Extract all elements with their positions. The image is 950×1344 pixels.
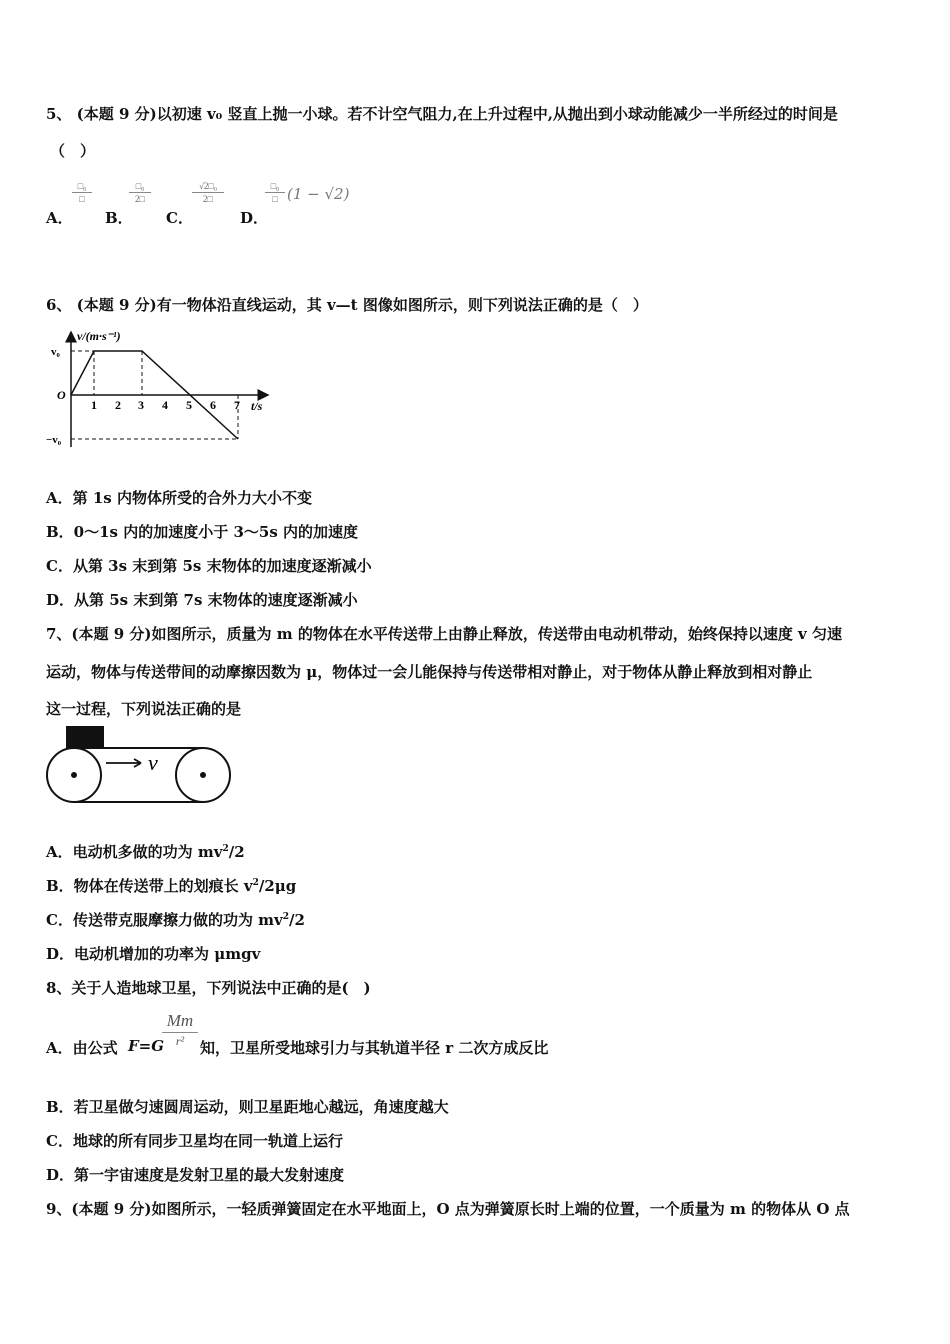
q7-option-a bbox=[46, 841, 245, 862]
q8-option-b: B．若卫星做匀速圆周运动，则卫星距地心越远，角速度越大 bbox=[46, 1098, 449, 1116]
q5-option-b-label: B． bbox=[105, 209, 133, 227]
q7-option-c-text: C．传送带克服摩擦力做的功为 mv bbox=[46, 911, 283, 929]
q8-option-d: D．第一宇宙速度是发射卫星的最大发射速度 bbox=[46, 1166, 345, 1184]
q7-option-b-tail: /2μg bbox=[258, 877, 297, 895]
q7-velocity-label: v bbox=[148, 750, 158, 775]
q5-b-denominator: 2□ bbox=[135, 194, 145, 204]
q6-v0-label: v₀ bbox=[51, 346, 60, 358]
q6-tick-7: 7 bbox=[234, 398, 240, 412]
q6-option-d: D．从第 5s 末到第 7s 末物体的速度逐渐减小 bbox=[46, 591, 358, 609]
q6-tick-4: 4 bbox=[162, 398, 168, 412]
q6-y-label: v/(m·s⁻¹) bbox=[77, 329, 121, 343]
q7-option-b-sup: 2 bbox=[252, 878, 259, 888]
q6-tick-2: 2 bbox=[115, 398, 121, 412]
q7-option-c-tail: /2 bbox=[289, 911, 305, 929]
q6-tick-3: 3 bbox=[138, 398, 144, 412]
q5-option-d-tail: (1 − √2) bbox=[287, 185, 350, 203]
q5-b-numerator: □₀ bbox=[135, 181, 145, 191]
q7-option-b bbox=[46, 875, 296, 896]
q5-a-numerator: □₀ bbox=[77, 181, 87, 191]
q6-tick-1: 1 bbox=[91, 398, 97, 412]
q5-option-a-label: A． bbox=[46, 209, 73, 227]
q7-option-b-text: B．物体在传送带上的划痕长 v bbox=[46, 877, 253, 895]
q5-paren: （ ） bbox=[50, 142, 96, 160]
q5-option-c-label: C． bbox=[166, 209, 193, 227]
q7-option-a-text: A．电动机多做的功为 mv bbox=[46, 843, 223, 861]
q7-stem-line-2: 运动，物体与传送带间的动摩擦因数为 μ，物体过一会儿能保持与传送带相对静止，对于物体从静止释放到相对静止 bbox=[46, 663, 813, 681]
q7-option-a-sup: 2 bbox=[222, 844, 229, 854]
q7-option-c bbox=[46, 909, 305, 930]
q5-option-d-fraction bbox=[265, 181, 285, 204]
q5-stem: 5、 (本题 9 分)以初速 v₀ 竖直上抛一小球。若不计空气阻力,在上升过程中,从抛出到小球动能减少一半所经过的时间是 bbox=[46, 105, 838, 123]
q5-c-numerator: √2□₀ bbox=[198, 181, 217, 191]
q6-vt-graph bbox=[46, 322, 286, 454]
q7-option-d: D．电动机增加的功率为 μmgv bbox=[46, 945, 261, 963]
q6-stem: 6、 (本题 9 分)有一物体沿直线运动，其 v—t 图像如图所示，则下列说法正确的是（ ） bbox=[46, 296, 648, 314]
q7-stem-line-3: 这一过程，下列说法正确的是 bbox=[46, 700, 242, 718]
q6-origin-label: O bbox=[57, 388, 66, 402]
q6-option-a: A．第 1s 内物体所受的合外力大小不变 bbox=[46, 489, 312, 507]
q7-conveyor-figure bbox=[44, 726, 234, 806]
q9-stem: 9、(本题 9 分)如图所示，一轻质弹簧固定在水平地面上，O 点为弹簧原长时上端的位置，一个质量为 m 的物体从 O 点 bbox=[46, 1200, 850, 1218]
q5-d-numerator: □₀ bbox=[270, 181, 280, 191]
q7-left-axle bbox=[71, 772, 77, 778]
q5-c-denominator: 2□ bbox=[203, 194, 213, 204]
q7-option-c-sup: 2 bbox=[282, 912, 290, 922]
q5-d-denominator: □ bbox=[272, 194, 278, 204]
q8-option-c: C．地球的所有同步卫星均在同一轨道上运行 bbox=[46, 1132, 343, 1150]
q8-option-a-prefix: A．由公式 bbox=[46, 1039, 118, 1057]
q5-option-d-label: D． bbox=[240, 209, 269, 227]
q6-tick-5: 5 bbox=[186, 398, 192, 412]
q8-option-a-suffix: 知，卫星所受地球引力与其轨道半径 r 二次方成反比 bbox=[200, 1039, 549, 1057]
q5-a-denominator: □ bbox=[79, 194, 85, 204]
q8-formula-numerator: Mm bbox=[166, 1011, 194, 1030]
q6-x-label: t/s bbox=[251, 399, 263, 413]
q6-option-b: B．0～1s 内的加速度小于 3～5s 内的加速度 bbox=[46, 523, 358, 541]
q8-formula-denominator: r² bbox=[175, 1034, 185, 1048]
q7-right-axle bbox=[200, 772, 206, 778]
q8-stem: 8、关于人造地球卫星，下列说法中正确的是( ) bbox=[46, 979, 371, 997]
q8-formula-fraction bbox=[162, 1011, 198, 1049]
q7-stem-line-1: 7、(本题 9 分)如图所示，质量为 m 的物体在水平传送带上由静止释放，传送带由电动机带动，始终保持以速度 v 匀速 bbox=[46, 625, 842, 643]
q7-block bbox=[66, 726, 104, 748]
q5-option-a-fraction bbox=[72, 181, 92, 204]
q5-option-b-fraction bbox=[129, 181, 151, 204]
q6-option-c: C．从第 3s 末到第 5s 末物体的加速度逐渐减小 bbox=[46, 557, 372, 575]
q6-neg-v0-label: −v₀ bbox=[46, 434, 62, 446]
q7-option-a-tail: /2 bbox=[228, 843, 245, 861]
q8-formula-lhs: F=G bbox=[128, 1037, 165, 1055]
q5-option-c-fraction bbox=[192, 181, 224, 204]
q6-tick-6: 6 bbox=[210, 398, 216, 412]
